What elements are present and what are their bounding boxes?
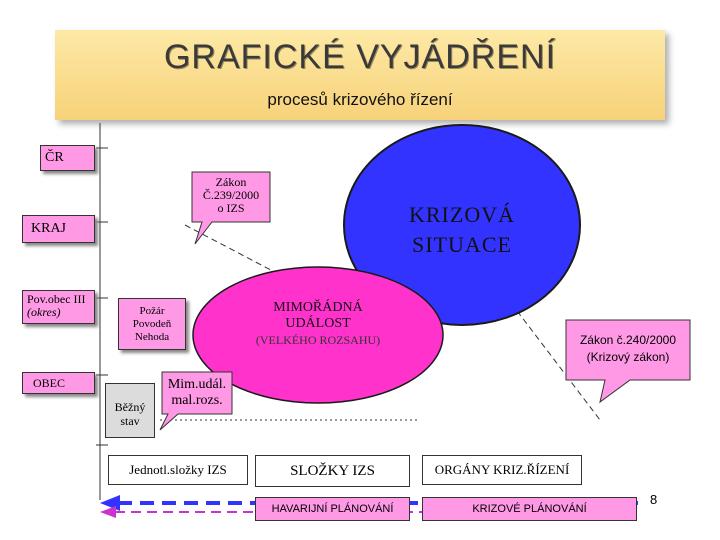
zakon-239-line1: Zákon — [215, 175, 247, 189]
bezny-stav-line1: Běžný — [114, 400, 146, 414]
pozar-line1: Požár — [139, 305, 165, 317]
level-pov-obec-sublabel: (okres) — [27, 305, 61, 319]
level-cr-label: ČR — [45, 150, 64, 165]
mim-udal-text — [162, 377, 232, 409]
zakon-240-line2: (Krizový zákon) — [586, 350, 670, 364]
mimoradna-udalost-line2: UDÁLOST — [285, 316, 351, 331]
pozar-box — [118, 298, 186, 350]
mim-udal-line2: mal.rozs. — [171, 393, 223, 408]
level-obec — [22, 372, 95, 394]
mimoradna-udalost-line1: MIMOŘÁDNÁ — [273, 300, 363, 315]
zakon-240-line1: Zákon č.240/2000 — [579, 333, 677, 347]
jednotl-slozky-box — [108, 455, 248, 485]
mim-udal-line1: Mim.udál. — [167, 377, 227, 392]
zakon-239-text — [192, 176, 270, 215]
zakon-239-line3: o IZS — [217, 201, 245, 215]
level-kraj — [22, 215, 95, 243]
krizova-situace-label — [380, 200, 544, 260]
mimoradna-udalost-line3: (VELKÉHO ROZSAHU) — [255, 333, 381, 347]
magenta-arrowhead — [100, 506, 116, 518]
havarijni-planovani-label: HAVARIJNÍ PLÁNOVÁNÍ — [271, 503, 394, 515]
organy-kriz-rizeni-label: ORGÁNY KRIZ.ŘÍZENÍ — [434, 462, 570, 477]
page-number: 8 — [650, 492, 658, 507]
zakon-240-text — [566, 332, 690, 366]
level-kraj-label: KRAJ — [31, 221, 67, 236]
jednotl-slozky-label: Jednotl.složky IZS — [129, 462, 227, 477]
organy-kriz-rizeni-box — [422, 455, 582, 485]
krizove-planovani-label: KRIZOVÉ PLÁNOVÁNÍ — [472, 503, 587, 515]
krizove-planovani-box — [422, 497, 637, 521]
level-cr — [40, 145, 95, 171]
level-pov-obec — [22, 290, 95, 324]
page-title: GRAFICKÉ VYJÁDŘENÍ — [163, 38, 557, 76]
mimoradna-udalost-label — [220, 300, 416, 348]
level-pov-obec-label: Pov.obec III — [27, 292, 86, 306]
slozky-izs-box — [255, 455, 410, 487]
slozky-izs-label: SLOŽKY IZS — [290, 463, 375, 479]
pozar-line2: Povodeň — [132, 318, 172, 330]
level-obec-label: OBEC — [33, 376, 66, 390]
bezny-stav-line2: stav — [120, 414, 140, 428]
havarijni-planovani-box — [255, 497, 410, 521]
bezny-stav-box — [105, 383, 155, 438]
krizova-situace-line2: SITUACE — [412, 232, 512, 257]
page-subtitle: procesů krizového řízení — [267, 90, 453, 109]
pozar-line3: Nehoda — [134, 331, 170, 343]
zakon-239-line2: Č.239/2000 — [202, 188, 260, 202]
krizova-situace-line1: KRIZOVÁ — [409, 202, 515, 227]
